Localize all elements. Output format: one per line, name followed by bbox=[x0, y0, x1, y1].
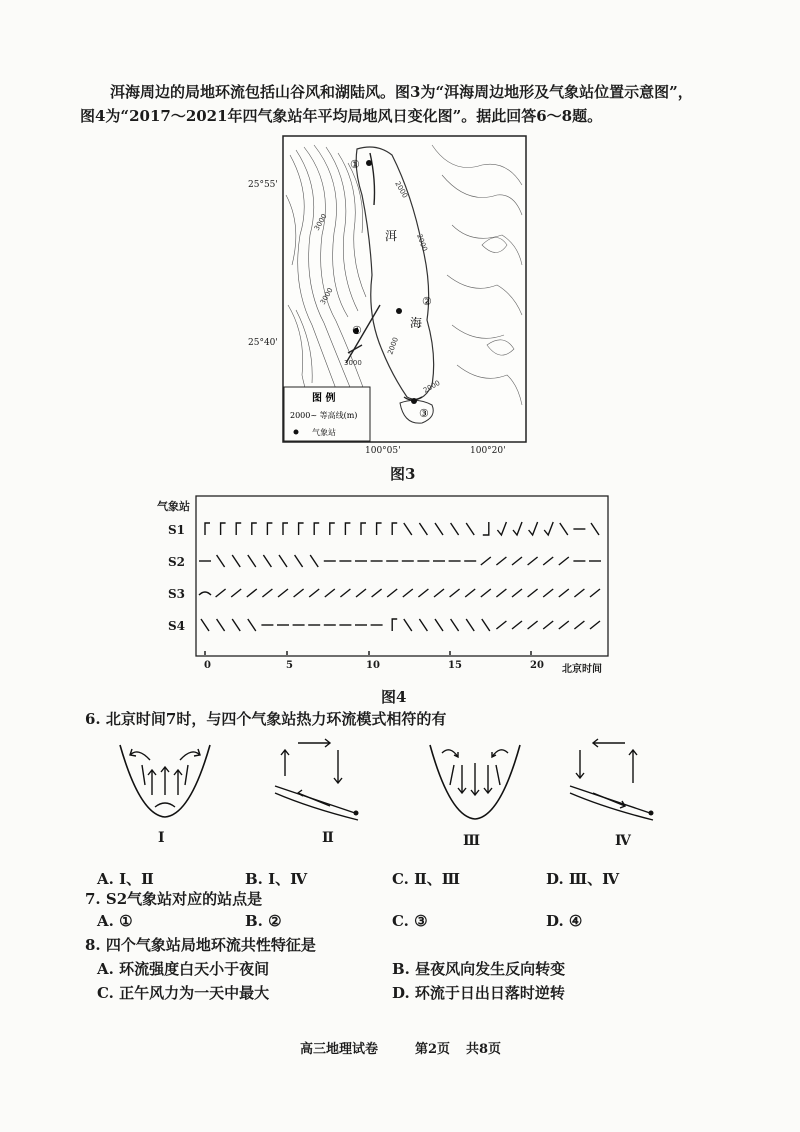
question-6-stem: 6. 北京时间7时，与四个气象站热力环流模式相符的有 bbox=[85, 710, 447, 728]
wind-barb bbox=[325, 589, 335, 597]
wind-barb bbox=[418, 589, 428, 597]
wind-barb bbox=[232, 619, 240, 631]
intro-line-1: 洱海周边的局地环流包括山谷风和湖陆风。图3为“洱海周边地形及气象站位置示意图”， bbox=[110, 83, 693, 101]
figure-3-map bbox=[282, 135, 527, 443]
xtick-20: 20 bbox=[530, 660, 544, 671]
contour-label: 3000 bbox=[312, 212, 329, 232]
xtick-15: 15 bbox=[448, 660, 462, 671]
wind-barb bbox=[559, 589, 569, 597]
legend-station-dot bbox=[294, 430, 299, 435]
station-label-3: ③ bbox=[419, 407, 429, 420]
footer-subject: 高三地理试卷 bbox=[300, 1042, 379, 1057]
lat-label-bottom: 25°40' bbox=[248, 338, 278, 348]
q8-option-d[interactable]: D. 环流于日出日落时逆转 bbox=[392, 984, 565, 1002]
map-svg bbox=[282, 135, 527, 443]
lon-label-left: 100°05' bbox=[365, 446, 401, 456]
wind-barb bbox=[236, 523, 241, 535]
wind-barb bbox=[217, 555, 225, 567]
q8-option-a[interactable]: A. 环流强度白天小于夜间 bbox=[97, 960, 270, 978]
lon-label-right: 100°20' bbox=[470, 446, 506, 456]
wind-barb bbox=[404, 523, 412, 535]
wind-barb bbox=[466, 523, 474, 535]
contour-label: 2000 bbox=[415, 232, 429, 253]
diagram-label-iii: Ⅲ bbox=[463, 833, 481, 849]
q7-option-c[interactable]: C. ③ bbox=[392, 912, 428, 930]
diagram-label-iv: Ⅳ bbox=[615, 833, 631, 849]
xtick-0: 0 bbox=[204, 660, 211, 671]
wind-barb bbox=[294, 589, 304, 597]
wind-barb bbox=[377, 523, 382, 535]
wind-barb bbox=[267, 523, 272, 535]
wind-barb bbox=[512, 621, 522, 629]
xtick-10: 10 bbox=[366, 660, 380, 671]
intro-line-2: 图4为“2017～2021年四气象站年平均局地风日变化图”。据此回答6～8题。 bbox=[80, 107, 603, 125]
legend-title: 图 例 bbox=[312, 393, 336, 404]
legend-contour: 2000~ 等高线(m) bbox=[290, 411, 358, 420]
q6-option-c[interactable]: C. Ⅱ、Ⅲ bbox=[392, 870, 461, 888]
q7-option-a[interactable]: A. ① bbox=[97, 912, 133, 930]
wind-barb bbox=[361, 523, 366, 535]
q8-option-b[interactable]: B. 昼夜风向发生反向转变 bbox=[392, 960, 566, 978]
wind-barb bbox=[559, 557, 569, 565]
wind-barb bbox=[465, 589, 475, 597]
question-8-stem: 8. 四个气象站局地环流共性特征是 bbox=[85, 936, 316, 954]
q8-option-c[interactable]: C. 正午风力为一天中最大 bbox=[97, 984, 270, 1002]
wind-barb bbox=[543, 589, 553, 597]
row-label-s1: S1 bbox=[168, 523, 186, 537]
wind-barb bbox=[513, 522, 522, 535]
wind-barb bbox=[574, 621, 584, 629]
wind-barb bbox=[263, 555, 271, 567]
wind-barb bbox=[392, 523, 397, 535]
diagram-label-ii: Ⅱ bbox=[322, 830, 334, 846]
q6-option-a[interactable]: A. Ⅰ、Ⅱ bbox=[97, 870, 154, 888]
wind-barb bbox=[345, 523, 350, 535]
wind-barb bbox=[247, 589, 257, 597]
wind-barb bbox=[199, 592, 211, 595]
row-label-s2: S2 bbox=[168, 555, 186, 569]
wind-barb bbox=[201, 619, 209, 631]
wind-barb bbox=[330, 523, 335, 535]
wind-barb bbox=[221, 523, 226, 535]
wind-barb bbox=[295, 555, 303, 567]
wind-barb bbox=[512, 589, 522, 597]
station-label-2: ② bbox=[422, 295, 432, 308]
wind-barb bbox=[497, 522, 506, 535]
wind-barb bbox=[529, 522, 538, 535]
wind-barb bbox=[419, 523, 427, 535]
wind-barb bbox=[248, 619, 256, 631]
wind-barb bbox=[560, 523, 568, 535]
figure-4-caption: 图4 bbox=[381, 688, 407, 706]
wind-barb bbox=[528, 557, 538, 565]
wind-barb bbox=[252, 523, 257, 535]
intro-paragraph bbox=[80, 80, 730, 128]
wind-barb bbox=[310, 555, 318, 567]
wind-barb bbox=[434, 589, 444, 597]
wind-chart-svg bbox=[195, 495, 615, 665]
wind-barb bbox=[481, 589, 491, 597]
lat-label-top: 25°55' bbox=[248, 180, 278, 190]
figure-4-wind-chart bbox=[195, 495, 615, 665]
wind-barb bbox=[528, 621, 538, 629]
station-label-1: ① bbox=[350, 158, 360, 171]
contour-label: 2000 bbox=[386, 336, 400, 356]
wind-barb bbox=[356, 589, 366, 597]
wind-barb bbox=[543, 621, 553, 629]
fig4-ylabel: 气象站 bbox=[157, 500, 190, 513]
wind-barb bbox=[590, 621, 600, 629]
row-label-s3: S3 bbox=[168, 587, 186, 601]
contour-label: 3000 bbox=[318, 286, 335, 306]
wind-barb bbox=[559, 621, 569, 629]
legend-station: 气象站 bbox=[312, 428, 336, 437]
wind-barb bbox=[217, 619, 225, 631]
wind-barb bbox=[299, 523, 304, 535]
wind-barb bbox=[496, 557, 506, 565]
wind-barb bbox=[591, 523, 599, 535]
station-dot bbox=[396, 308, 402, 314]
wind-barb bbox=[205, 523, 210, 535]
wind-barb bbox=[248, 555, 256, 567]
wind-barb bbox=[278, 589, 288, 597]
wind-barb bbox=[372, 589, 382, 597]
wind-barb bbox=[419, 619, 427, 631]
contour-label: 3000 bbox=[344, 359, 362, 367]
figure-3-caption: 图3 bbox=[390, 465, 416, 483]
wind-barb bbox=[216, 589, 226, 597]
wind-barb bbox=[543, 557, 553, 565]
wind-barb bbox=[403, 589, 413, 597]
xlabel: 北京时间 bbox=[562, 664, 602, 675]
q7-option-b[interactable]: B. ② bbox=[245, 912, 282, 930]
station-dot bbox=[411, 398, 417, 404]
wind-barb bbox=[404, 619, 412, 631]
wind-barb bbox=[496, 589, 506, 597]
lake-char-1: 洱 bbox=[385, 229, 398, 243]
wind-barb bbox=[231, 589, 241, 597]
wind-barb bbox=[435, 619, 443, 631]
wind-barb bbox=[309, 589, 319, 597]
q6-option-b[interactable]: B. Ⅰ、Ⅳ bbox=[245, 870, 308, 888]
wind-barb bbox=[232, 555, 240, 567]
wind-barb bbox=[512, 557, 522, 565]
wind-barb bbox=[283, 523, 288, 535]
diagram-ii bbox=[270, 738, 370, 828]
lake-char-2: 海 bbox=[410, 316, 423, 330]
diagram-iii bbox=[420, 735, 530, 830]
q6-option-d[interactable]: D. Ⅲ、Ⅳ bbox=[546, 870, 620, 888]
wind-barb bbox=[481, 557, 491, 565]
row-label-s4: S4 bbox=[168, 619, 186, 633]
contour-label: 2000 bbox=[393, 180, 410, 200]
wind-barb bbox=[279, 555, 287, 567]
footer-total: 共8页 bbox=[466, 1042, 502, 1057]
wind-barb bbox=[482, 619, 490, 631]
diagram-iv bbox=[565, 738, 665, 828]
wind-barb bbox=[466, 619, 474, 631]
contour-label: 2000 bbox=[422, 378, 442, 395]
diagram-label-i: Ⅰ bbox=[158, 830, 165, 846]
wind-barb bbox=[574, 589, 584, 597]
q7-option-d[interactable]: D. ④ bbox=[546, 912, 583, 930]
diagram-i bbox=[110, 735, 220, 825]
wind-barb bbox=[544, 522, 553, 535]
wind-barb bbox=[340, 589, 350, 597]
wind-barb bbox=[314, 523, 319, 535]
wind-barb bbox=[387, 589, 397, 597]
wind-barb bbox=[590, 589, 600, 597]
wind-barb bbox=[496, 621, 506, 629]
wind-barb bbox=[451, 619, 459, 631]
question-7-stem: 7. S2气象站对应的站点是 bbox=[85, 890, 263, 908]
wind-barb bbox=[392, 619, 397, 631]
x-axis-ticks bbox=[205, 651, 531, 655]
footer-page: 第2页 bbox=[415, 1042, 451, 1057]
wind-barb bbox=[262, 589, 272, 597]
station-dot bbox=[366, 160, 372, 166]
wind-barb bbox=[450, 589, 460, 597]
wind-barb bbox=[528, 589, 538, 597]
wind-barb bbox=[483, 522, 489, 535]
xtick-5: 5 bbox=[286, 660, 293, 671]
wind-barb bbox=[435, 523, 443, 535]
station-label-4: ④ bbox=[352, 324, 362, 337]
wind-barb bbox=[451, 523, 459, 535]
